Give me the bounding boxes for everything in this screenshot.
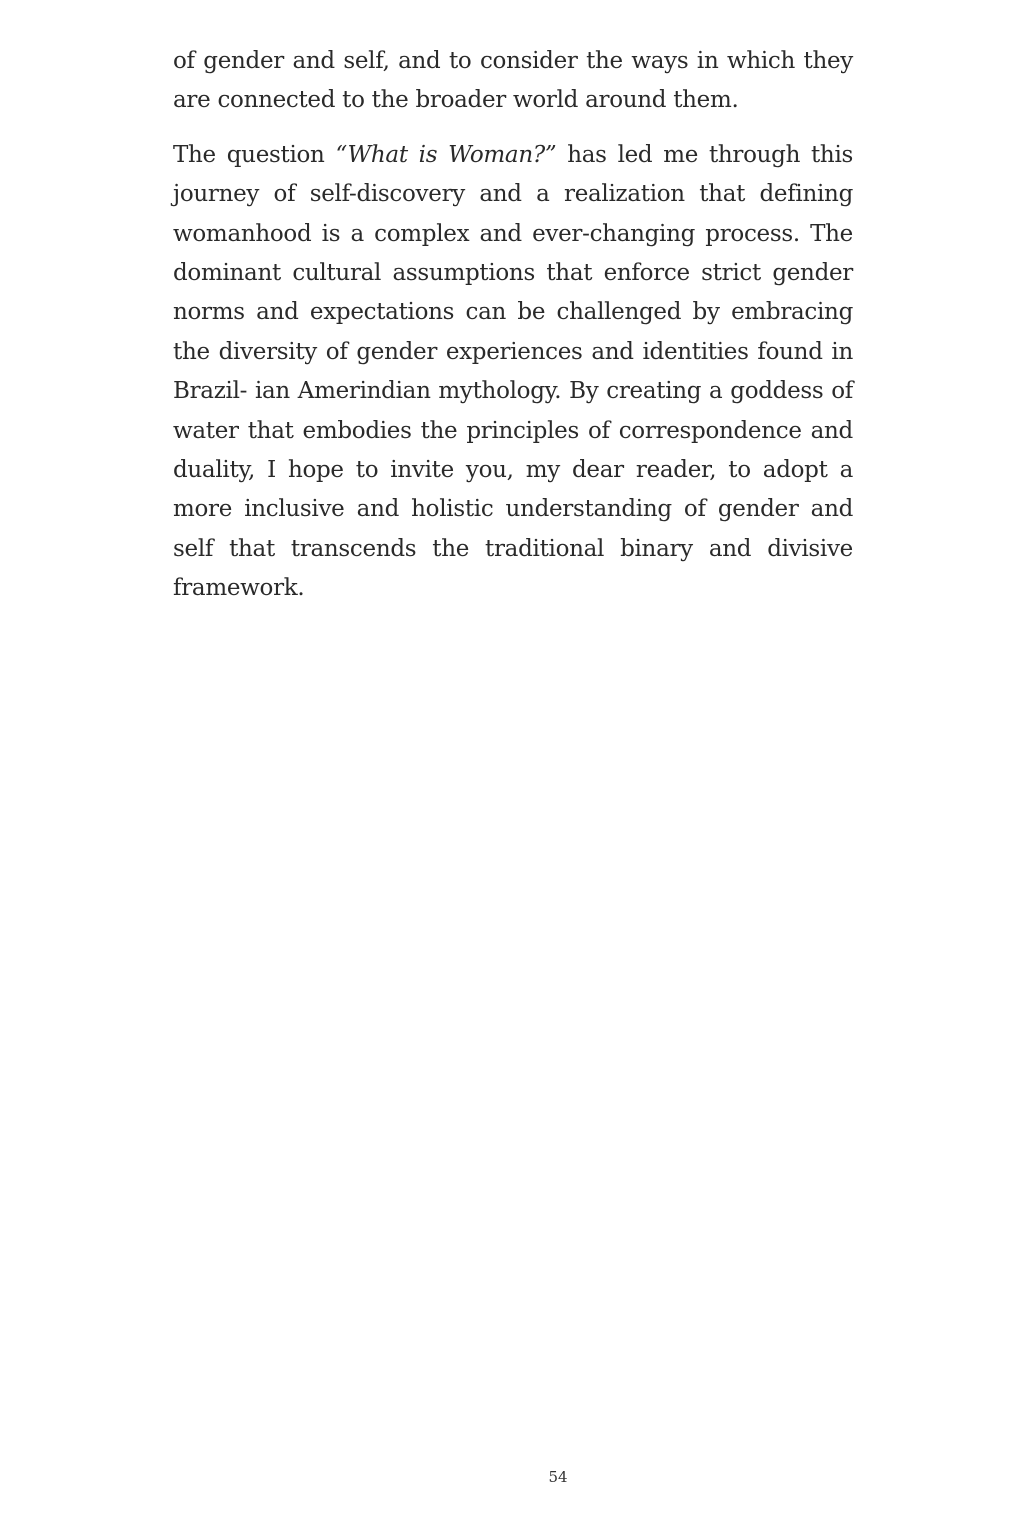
paragraph-2-line-5: norms and expectations can be challenged by embracing the [173, 299, 853, 365]
paragraph-2-line-1: has led me through this [556, 141, 853, 168]
paragraph-2-intro: The question [173, 141, 336, 168]
paragraph-2-line-11: the traditional binary and divisive framework. [173, 535, 853, 602]
paragraph-2-line-2: journey of self-discovery and a realization that defining [173, 181, 853, 208]
paragraph-1 [173, 42, 853, 121]
paragraph-2-line-7: ian Amerindian mythology. By creating a goddess of water [173, 378, 854, 444]
paragraph-2-line-3: womanhood is a complex and ever-changing process. The [173, 220, 853, 247]
paragraph-2-line-4: dominant cultural assumptions that enforce strict gender [173, 260, 853, 287]
paragraph-1-line-2: connected to the broader world around them. [217, 87, 739, 114]
paragraph-2-line-9: hope to invite you, my dear reader, to adopt a more inclusive [173, 457, 853, 523]
paragraph-2-line-6: diversity of gender experiences and identities found in Brazil- [173, 338, 853, 405]
body-text [173, 42, 853, 609]
paragraph-2-line-10: and holistic understanding of gender and self that transcends [173, 496, 854, 562]
page-number: 54 [548, 1468, 568, 1486]
quoted-question: “What is Woman?” [335, 141, 557, 168]
paragraph-2-line-8: that embodies the principles of correspondence and duality, I [173, 417, 853, 484]
paragraph-1-line-1: of gender and self, and to consider the ways in which they are [173, 48, 853, 114]
paragraph-2 [173, 136, 853, 609]
